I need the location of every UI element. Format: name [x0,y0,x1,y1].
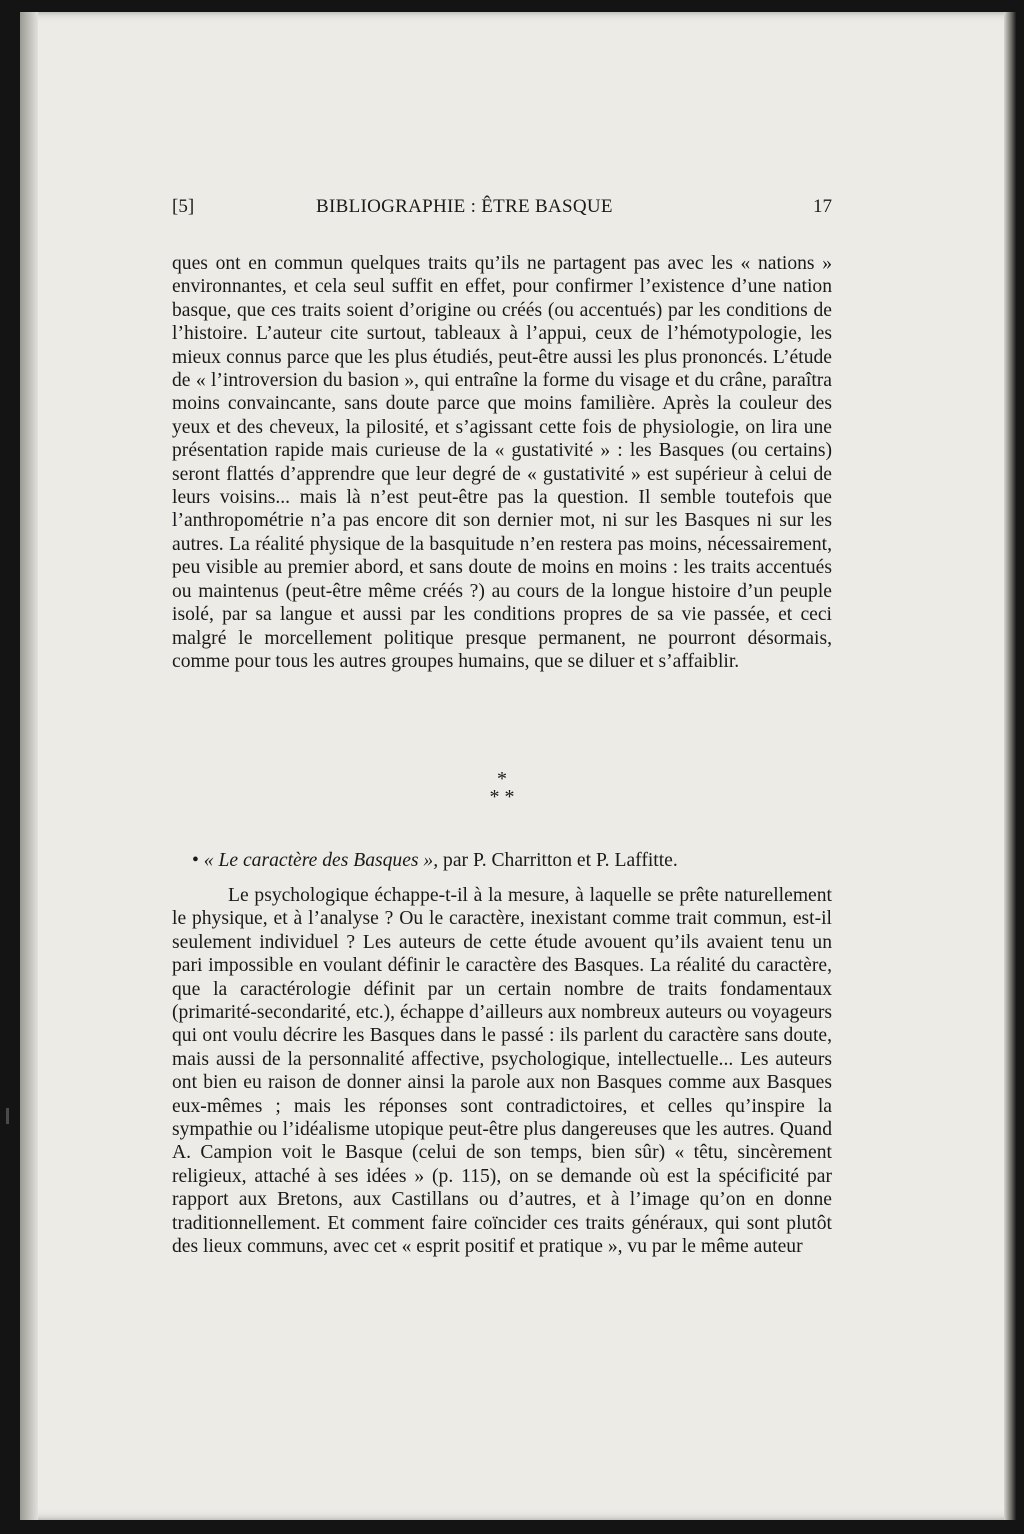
page-number: 17 [813,196,832,217]
bullet-icon: • [192,850,199,871]
section-separator [452,770,552,806]
paragraph-anthropology: ques ont en commun quelques traits qu’ils ne partagent pas avec les « nations » environnantes, et cela seul suffit en effet, pour confirmer l’existence d’une nation basque, que ces traits soient d’origine ou créés (ou accentués) par les conditions de l’histoire. L’auteur cite surtout, tableaux à l’appui, ceux de l’hémotypologie, les mieux connus parce que les plus étudiés, peut-être aussi les plus prononcés. L’étude de « l’introversion du basion », qui entraîne la forme du visage et du crâne, paraîtra moins convaincante, sans doute parce que moins familière. Après la couleur des yeux et des cheveux, la pilosité, et s’agissant cette fois de physiologie, on lira une présentation rapide mais curieuse de la « gustativité » : les Basques (ou certains) seront flattés d’apprendre que leur degré de « gustativité » est supérieur à celui de leurs voisins... mais là n’est peut-être pas la question. Il semble toutefois que l’anthropométrie n’a pas encore dit son dernier mot, ni sur les Basques ni sur les autres. La réalité physique de la basquitude n’en restera pas moins, nécessairement, peu visible au premier abord, et sans doute de moins en moins : les traits accentués ou maintenus (peut-être même créés ?) au cours de la longue histoire d’un peuple isolé, par sa langue et aussi par les conditions propres de sa vie passée, et ceci malgré le morcellement politique presque permanent, ne pourront désormais, comme pour tous les autres groupes humains, que se diluer et s’affaiblir. [172,253,832,672]
section-authors: par P. Charritton et P. Laffitte. [443,850,678,871]
section-heading [192,850,832,872]
separator-bottom-asterisks: * * [489,786,515,808]
page-gutter-shadow [20,12,38,1520]
header-section-number: [5] [172,196,195,217]
header-title: BIBLIOGRAPHIE : ÊTRE BASQUE [316,196,613,217]
running-header [172,196,832,226]
page-edge-shadow [1004,12,1016,1520]
separator-top-asterisk: * [497,768,507,790]
binding-mark [6,1108,9,1124]
book-page [20,12,1016,1520]
paragraph-character: Le psychologique échappe-t-il à la mesure, à laquelle se prête naturellement le physique, et à l’analyse ? Ou le caractère, inexistant comme trait commun, est-il seulement individuel ? Les auteurs de cette étude avouent qu’ils avaient tenu un pari impossible en voulant définir le caractère des Basques. La réalité du caractère, que la caractérologie définit par un certain nombre de traits fondamentaux (primarité-secondarité, etc.), échappe d’ailleurs aux nombreux auteurs ou voyageurs qui ont voulu décrire les Basques dans le passé : ils parlent du caractère sans doute, mais aussi de la personnalité affective, psychologique, intellectuelle... Les auteurs ont bien eu raison de donner ainsi la parole aux non Basques comme aux Basques eux-mêmes ; mais les réponses sont contradictoires, et celles qu’inspire la sympathie ou l’idéalisme utopique peut-être plus dangereuses que les autres. Quand A. Campion voit le Basque (celui de son temps, bien sûr) « têtu, sincèrement religieux, attaché à ses idées » (p. 115), on se demande où est la spécificité par rapport aux Bretons, aux Castillans ou d’autres, et à l’image qu’on en donne traditionnellement. Et comment faire coïncider ces traits généraux, qui sont plutôt des lieux communs, avec cet « esprit positif et pratique », vu par le même auteur [172,885,832,1258]
section-title: « Le caractère des Basques », [203,850,439,871]
